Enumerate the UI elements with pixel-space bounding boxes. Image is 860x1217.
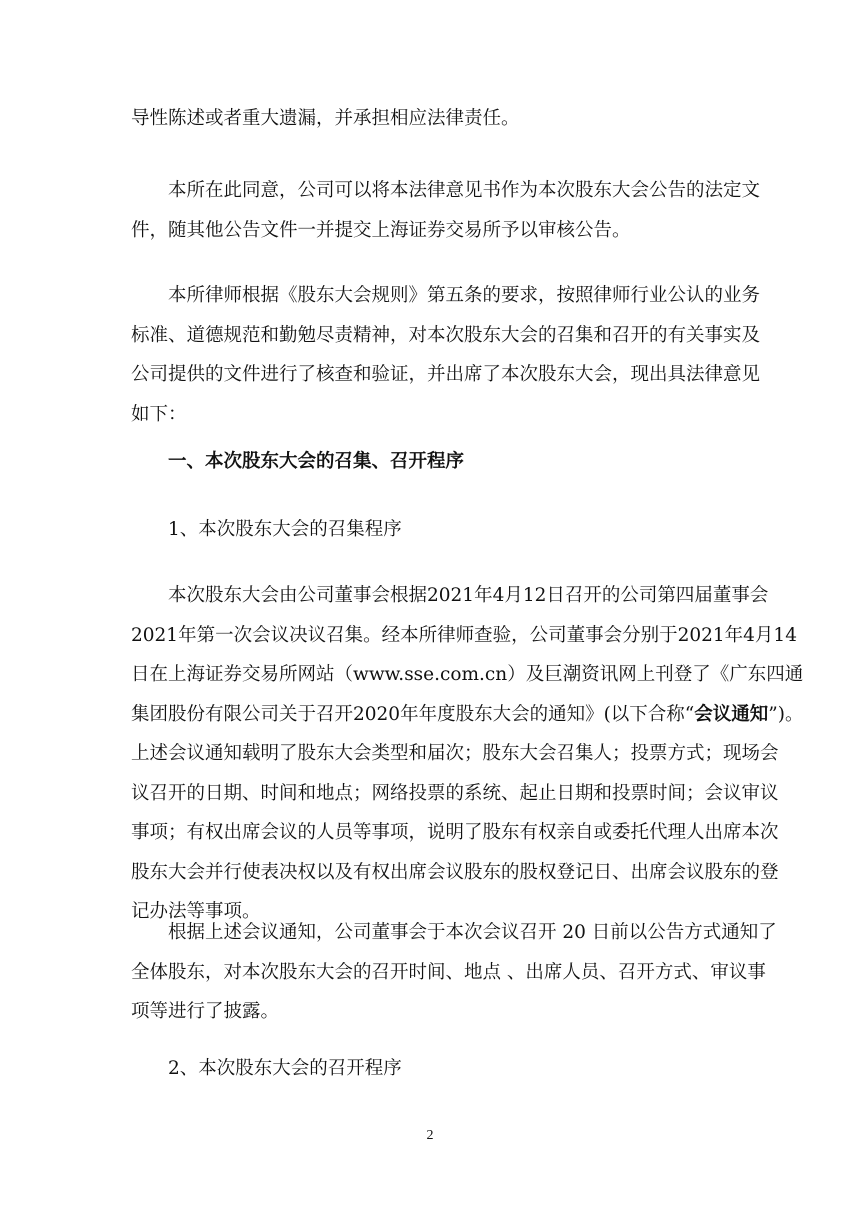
paragraph-convening-line-1: 本次股东大会由公司董事会根据2021年4月12日召开的公司第四届董事会 [131,585,769,606]
paragraph-convening-line-3: 日在上海证券交易所网站（www.sse.com.cn）及巨潮资讯网上刊登了《广东四通 [131,664,804,685]
page-number: 2 [426,1128,434,1143]
line-4-part-a: 集团股份有限公司关于召开2020年年度股东大会的通知》(以下合称“ [131,703,695,725]
subsection-heading-2 [131,1049,731,1089]
paragraph-notice-line-1: 根据上述会议通知，公司董事会于本次会议召开 20 日前以公告方式通知了 [131,922,777,943]
paragraph-verification-line-1: 本所律师根据《股东大会规则》第五条的要求，按照律师行业公认的业务 [131,285,761,306]
paragraph-convening-line-6: 议召开的日期、时间和地点；网络投票的系统、起止日期和投票时间；会议审议 [131,782,779,804]
defined-term-meeting-notice: 会议通知 [694,703,769,725]
paragraph-convening-line-7: 事项；有权出席会议的人员等事项，说明了股东有权亲自或委托代理人出席本次 [131,822,779,843]
line-4-part-c: ”)。 [768,703,804,725]
paragraph-convening-line-4 [131,704,803,725]
subsection-heading-1-text: 1、本次股东大会的召集程序 [131,519,402,540]
paragraph-convening-line-8: 股东大会并行使表决权以及有权出席会议股东的股权登记日、出席会议股东的登 [131,861,779,883]
paragraph-verification-line-3: 公司提供的文件进行了核查和验证，并出席了本次股东大会，现出具法律意见 [131,364,761,385]
subsection-heading-1 [131,510,731,550]
paragraph-convening-line-5: 上述会议通知载明了股东大会类型和届次；股东大会召集人；投票方式；现场会 [131,743,779,764]
paragraph-consent [131,171,761,250]
paragraph-verification [131,276,761,434]
paragraph-consent-line-2: 件，随其他公告文件一并提交上海证券交易所予以审核公告。 [131,219,631,241]
paragraph-consent-line-1: 本所在此同意，公司可以将本法律意见书作为本次股东大会公告的法定文 [131,180,761,201]
subsection-heading-2-text: 2、本次股东大会的召开程序 [131,1058,402,1079]
paragraph-convening-line-2: 2021年第一次会议决议召集。经本所律师查验，公司董事会分别于2021年4月14 [131,624,797,646]
paragraph-notice-line-3: 项等进行了披露。 [131,1001,280,1022]
paragraph-1-line-1: 导性陈述或者重大遗漏，并承担相应法律责任。 [131,108,520,129]
section-heading-1 [131,442,731,482]
paragraph-convening-line-9: 记办法等事项。 [131,901,261,922]
section-heading-1-text: 一、本次股东大会的召集、召开程序 [131,451,465,472]
paragraph-1 [131,99,731,139]
paragraph-notice [131,913,777,1032]
paragraph-verification-line-4: 如下： [131,403,187,425]
paragraph-convening [131,576,804,932]
paragraph-verification-line-2: 标准、道德规范和勤勉尽责精神，对本次股东大会的召集和召开的有关事实及 [131,324,761,346]
paragraph-notice-line-2: 全体股东，对本次股东大会的召开时间、地点 、出席人员、召开方式、审议事 [131,961,766,983]
